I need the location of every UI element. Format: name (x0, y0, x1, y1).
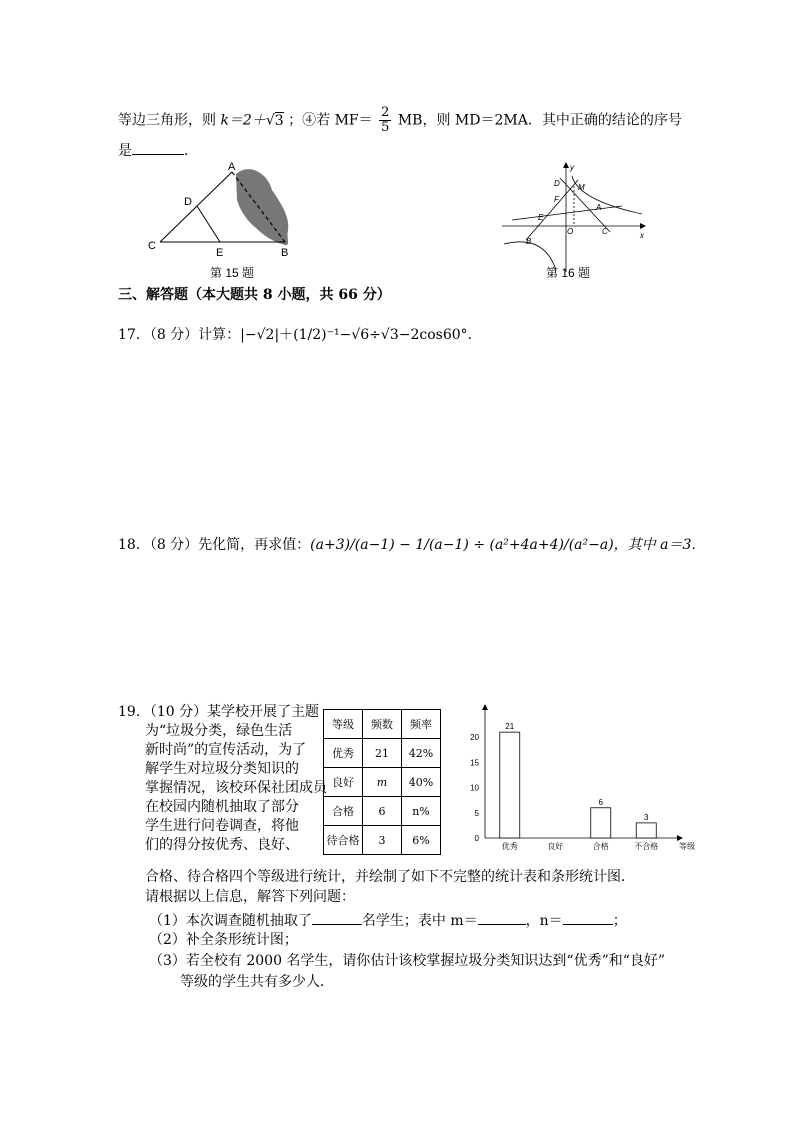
fraction-2-5: $\frac{2}{5}$ (381, 105, 390, 135)
question-17: 17．（8 分）计算：|−√2|＋(1/2)⁻¹−√6÷√3−2cos60°． (118, 327, 482, 343)
label-m: M (578, 183, 585, 192)
table-cell: 良好 (324, 768, 363, 797)
x-arrow (640, 223, 646, 229)
table-row (324, 797, 441, 826)
table-row (324, 768, 441, 797)
label-d: D (554, 179, 560, 188)
q19-sub1: （1）本次调查随机抽取了 名学生；表中 m＝ ，n＝ ； (149, 910, 627, 930)
label-b: B (526, 237, 532, 246)
label-f: F (554, 195, 559, 204)
y-axis-arrow (482, 704, 488, 710)
label-c: C (148, 240, 156, 252)
table-cell: 6 (363, 797, 402, 826)
header-cell: 频率 (402, 710, 441, 739)
y-tick-label: 10 (470, 783, 479, 793)
ink-blot (236, 169, 288, 245)
y-arrow (563, 162, 569, 168)
q19-line-7: 学生进行问卷调查，将他 (145, 818, 299, 834)
table-cell: 优秀 (324, 739, 363, 768)
table-cell: 42% (402, 739, 441, 768)
label-e: E (538, 213, 544, 222)
answer-blank (312, 910, 362, 925)
table-cell: 3 (363, 826, 402, 855)
q19-prompt: 请根据以上信息，解答下列问题： (145, 889, 355, 905)
bar-不合格 (636, 823, 656, 838)
label-x: x (640, 231, 644, 240)
caption-15: 第 15 题 (210, 266, 255, 280)
q19-line-8: 们的得分按优秀、良好、 (145, 837, 299, 853)
table-cell: 6% (402, 826, 441, 855)
header-cell: 等级 (324, 710, 363, 739)
x-axis-title: 等级 (679, 842, 695, 851)
q19-sub2: （2）补全条形统计图； (149, 932, 298, 948)
category-label: 优秀 (501, 842, 518, 851)
table-cell: n% (402, 797, 441, 826)
segment-de (197, 206, 220, 242)
table-cell: 合格 (324, 797, 363, 826)
data-label: 21 (505, 722, 515, 732)
side-ca (160, 172, 232, 242)
bar-合格 (591, 808, 611, 838)
table-row (324, 826, 441, 855)
q19-line-6: 在校园内随机抽取了部分 (145, 799, 299, 815)
data-label: 6 (598, 797, 603, 807)
category-label: 良好 (547, 842, 564, 851)
table-cell: m (363, 768, 402, 797)
question-18: 18．（8 分）先化简，再求值：(a+3)/(a−1) − 1/(a−1) ÷ (a²+4a+4)/(a²−a)，其中 a＝3． (118, 537, 706, 553)
line-dc (560, 178, 610, 232)
q19-line-2: 为“垃圾分类，绿色生活 (145, 723, 293, 739)
q19-line-5: 掌握情况，该校环保社团成员 (145, 780, 327, 796)
label-e: E (216, 247, 224, 259)
q19-line-4: 解学生对垃圾分类知识的 (145, 761, 299, 777)
figure-15 (140, 160, 310, 285)
p15-line2: 是 ． (118, 140, 198, 160)
label-a: A (228, 161, 236, 173)
table-cell: 40% (402, 768, 441, 797)
x-axis-arrow (677, 835, 683, 841)
answer-blank (563, 910, 613, 925)
label-b: B (281, 247, 289, 259)
label-y: y (570, 163, 574, 172)
q19-sub3-a: （3）若全校有 2000 名学生，请你估计该校掌握垃圾分类知识达到“优秀”和“良好” (149, 953, 666, 969)
table-cell: 待合格 (324, 826, 363, 855)
q19-number: 19．（10 分） (118, 704, 208, 720)
p15-line1: 等边三角形，则 k＝2＋√3 ；④若 MF＝ $\frac{2}{5}$ MB，则 MD＝2MA．其中正确的结论的序号 (118, 105, 682, 135)
line-ea (512, 206, 622, 220)
table-header-row (324, 710, 441, 739)
category-label: 不合格 (634, 842, 659, 851)
y-tick-label: 20 (470, 733, 479, 743)
header-cell: 频数 (363, 710, 402, 739)
bar-chart (455, 704, 695, 856)
answer-blank (478, 910, 526, 925)
y-tick-label: 0 (474, 834, 479, 843)
table-cell: 21 (363, 739, 402, 768)
y-tick-label: 15 (470, 758, 479, 768)
q19-line-1: 某学校开展了主题 (207, 704, 319, 720)
figure-16 (492, 160, 652, 285)
q19-full-line: 合格、待合格四个等级进行统计，并绘制了如下不完整的统计表和条形统计图． (145, 869, 635, 885)
label-a: A (596, 203, 602, 212)
caption-16: 第 16 题 (546, 266, 591, 280)
answer-blank (132, 140, 184, 155)
table-row (324, 739, 441, 768)
label-c: C (602, 227, 608, 236)
q19-line-3: 新时尚”的宣传活动，为了 (145, 742, 307, 758)
data-label: 3 (644, 812, 649, 822)
section-3-title: 三、解答题（本大题共 8 小题，共 66 分） (118, 287, 391, 303)
category-label: 合格 (592, 842, 609, 851)
y-tick-label: 5 (474, 808, 479, 818)
frequency-table (323, 709, 441, 855)
label-d: D (184, 196, 192, 208)
q19-sub3-b: 等级的学生共有多少人． (180, 974, 334, 990)
bar-优秀 (500, 732, 520, 838)
label-o: O (567, 227, 574, 236)
